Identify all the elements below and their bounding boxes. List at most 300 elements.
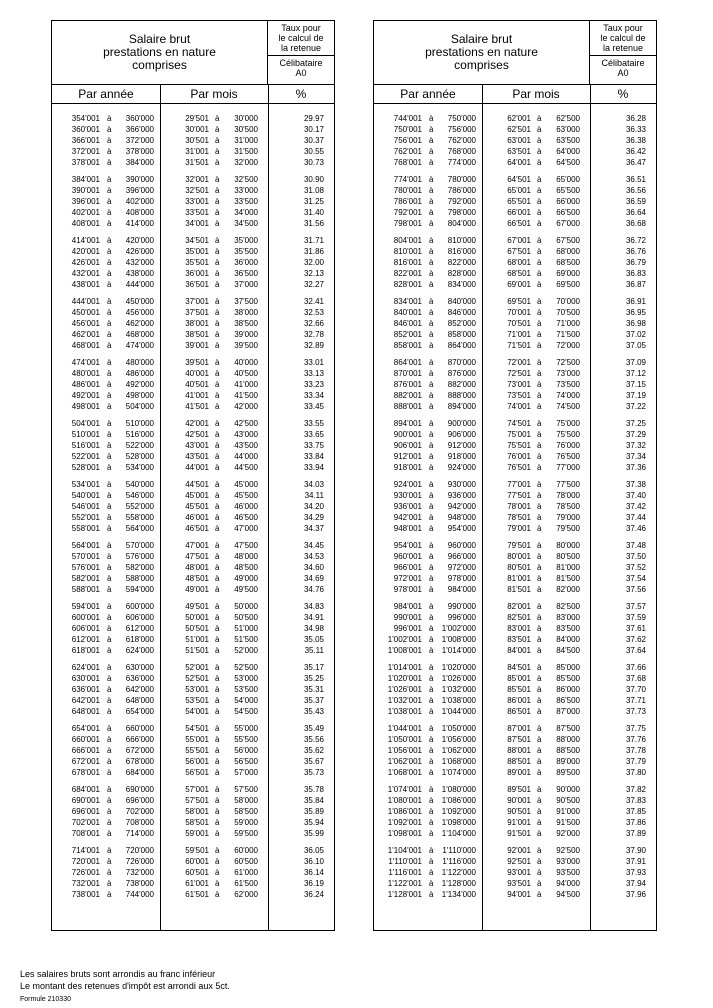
year-from: 390'001 <box>71 186 100 195</box>
table-row <box>52 207 334 218</box>
month-to: 47'500 <box>234 541 258 550</box>
tax-rate: 30.37 <box>303 136 324 145</box>
tax-rate: 34.45 <box>303 541 324 550</box>
tax-rate: 37.66 <box>625 663 646 672</box>
month-to: 33'000 <box>234 186 258 195</box>
year-to: 420'000 <box>125 236 154 245</box>
month-from: 62'001 <box>507 114 531 123</box>
row-group <box>374 235 656 290</box>
table-row <box>374 584 656 595</box>
range-separator: à <box>107 236 112 245</box>
range-separator: à <box>215 430 220 439</box>
month-to: 49'000 <box>234 574 258 583</box>
rate-header <box>268 21 334 85</box>
month-to: 35'000 <box>234 236 258 245</box>
year-to: 918'000 <box>447 452 476 461</box>
range-separator: à <box>215 829 220 838</box>
tax-rate: 33.23 <box>303 380 324 389</box>
table-row <box>374 124 656 135</box>
range-separator: à <box>429 585 434 594</box>
year-from: 372'001 <box>71 147 100 156</box>
range-separator: à <box>107 868 112 877</box>
table-row <box>374 340 656 351</box>
month-from: 77'501 <box>507 491 531 500</box>
month-to: 59'000 <box>234 818 258 827</box>
table-row <box>374 329 656 340</box>
range-separator: à <box>429 114 434 123</box>
month-from: 51'001 <box>185 635 209 644</box>
month-from: 87'501 <box>507 735 531 744</box>
month-from: 51'501 <box>185 646 209 655</box>
range-separator: à <box>429 358 434 367</box>
tax-rate: 36.68 <box>625 219 646 228</box>
salary-header <box>52 21 268 85</box>
tax-rate: 31.08 <box>303 186 324 195</box>
year-to: 780'000 <box>447 175 476 184</box>
year-from: 510'001 <box>71 430 100 439</box>
range-separator: à <box>537 768 542 777</box>
range-separator: à <box>215 890 220 899</box>
year-from: 840'001 <box>393 308 422 317</box>
range-separator: à <box>537 247 542 256</box>
tax-rate: 36.79 <box>625 258 646 267</box>
range-separator: à <box>215 380 220 389</box>
table-row <box>52 540 334 551</box>
row-group <box>374 601 656 656</box>
table-row <box>374 490 656 501</box>
range-separator: à <box>537 280 542 289</box>
range-separator: à <box>107 491 112 500</box>
range-separator: à <box>107 419 112 428</box>
range-separator: à <box>215 280 220 289</box>
year-to: 804'000 <box>447 219 476 228</box>
range-separator: à <box>429 879 434 888</box>
table-row <box>374 401 656 412</box>
range-separator: à <box>107 463 112 472</box>
year-from: 744'001 <box>393 114 422 123</box>
year-to: 630'000 <box>125 663 154 672</box>
year-from: 918'001 <box>393 463 422 472</box>
year-to: 996'000 <box>447 613 476 622</box>
year-to: 1'014'000 <box>441 646 476 655</box>
tax-rate: 37.50 <box>625 552 646 561</box>
month-to: 69'500 <box>556 280 580 289</box>
month-to: 76'000 <box>556 441 580 450</box>
tax-rate: 36.24 <box>303 890 324 899</box>
year-from: 360'001 <box>71 125 100 134</box>
range-separator: à <box>107 624 112 633</box>
year-from: 912'001 <box>393 452 422 461</box>
range-separator: à <box>429 341 434 350</box>
year-to: 414'000 <box>125 219 154 228</box>
year-from: 684'001 <box>71 785 100 794</box>
table-row <box>374 174 656 185</box>
year-to: 690'000 <box>125 785 154 794</box>
year-from: 588'001 <box>71 585 100 594</box>
range-separator: à <box>537 574 542 583</box>
month-from: 65'001 <box>507 186 531 195</box>
year-from: 732'001 <box>71 879 100 888</box>
range-separator: à <box>215 541 220 550</box>
year-to: 600'000 <box>125 602 154 611</box>
tax-rate: 37.82 <box>625 785 646 794</box>
year-from: 780'001 <box>393 186 422 195</box>
tax-rate: 35.89 <box>303 807 324 816</box>
year-from: 696'001 <box>71 807 100 816</box>
year-from: 870'001 <box>393 369 422 378</box>
year-to: 432'000 <box>125 258 154 267</box>
range-separator: à <box>429 380 434 389</box>
tax-rate: 34.03 <box>303 480 324 489</box>
range-separator: à <box>429 402 434 411</box>
month-to: 40'000 <box>234 358 258 367</box>
table-row <box>374 684 656 695</box>
month-from: 53'501 <box>185 696 209 705</box>
table-row <box>52 601 334 612</box>
year-to: 456'000 <box>125 308 154 317</box>
table-row <box>52 196 334 207</box>
tax-rate: 37.62 <box>625 635 646 644</box>
month-to: 68'000 <box>556 247 580 256</box>
range-separator: à <box>107 785 112 794</box>
year-from: 972'001 <box>393 574 422 583</box>
month-from: 34'501 <box>185 236 209 245</box>
range-separator: à <box>537 258 542 267</box>
range-separator: à <box>429 613 434 622</box>
year-to: 516'000 <box>125 430 154 439</box>
month-from: 79'501 <box>507 541 531 550</box>
year-to: 540'000 <box>125 480 154 489</box>
month-to: 36'500 <box>234 269 258 278</box>
range-separator: à <box>215 463 220 472</box>
status-line: Célibataire <box>279 58 323 68</box>
year-to: 1'038'000 <box>441 696 476 705</box>
table-row <box>52 734 334 745</box>
table-row <box>52 451 334 462</box>
range-separator: à <box>537 480 542 489</box>
year-from: 672'001 <box>71 757 100 766</box>
range-separator: à <box>215 552 220 561</box>
table-row <box>374 767 656 778</box>
tax-rate: 37.64 <box>625 646 646 655</box>
range-separator: à <box>537 746 542 755</box>
rate-header-line: Taux pour <box>603 23 643 33</box>
table-row <box>52 806 334 817</box>
range-separator: à <box>537 175 542 184</box>
month-to: 94'500 <box>556 890 580 899</box>
tax-rate: 33.75 <box>303 441 324 450</box>
month-from: 81'501 <box>507 585 531 594</box>
range-separator: à <box>537 236 542 245</box>
tax-rate: 37.86 <box>625 818 646 827</box>
tax-rate: 35.49 <box>303 724 324 733</box>
month-to: 72'000 <box>556 341 580 350</box>
range-separator: à <box>107 208 112 217</box>
rows-right <box>374 113 656 906</box>
tax-rate: 36.10 <box>303 857 324 866</box>
year-to: 1'116'000 <box>442 857 476 866</box>
table-row <box>374 479 656 490</box>
row-group <box>52 601 334 656</box>
month-from: 91'001 <box>507 818 531 827</box>
range-separator: à <box>429 369 434 378</box>
range-separator: à <box>107 685 112 694</box>
table-row <box>52 756 334 767</box>
year-to: 678'000 <box>125 757 154 766</box>
range-separator: à <box>107 613 112 622</box>
row-group <box>52 540 334 595</box>
month-to: 34'000 <box>234 208 258 217</box>
row-group <box>52 113 334 168</box>
year-from: 498'001 <box>71 402 100 411</box>
tax-rate: 37.15 <box>625 380 646 389</box>
tax-rate: 37.19 <box>625 391 646 400</box>
year-from: 984'001 <box>393 602 422 611</box>
year-from: 978'001 <box>393 585 422 594</box>
year-to: 438'000 <box>125 269 154 278</box>
year-to: 948'000 <box>447 513 476 522</box>
range-separator: à <box>215 419 220 428</box>
year-to: 1'122'000 <box>441 868 476 877</box>
year-from: 1'110'001 <box>388 857 422 866</box>
year-to: 984'000 <box>447 585 476 594</box>
range-separator: à <box>215 136 220 145</box>
tax-rate: 34.91 <box>303 613 324 622</box>
tax-rate: 34.98 <box>303 624 324 633</box>
tax-rate: 32.89 <box>303 341 324 350</box>
table-row <box>52 235 334 246</box>
table-row <box>374 612 656 623</box>
year-from: 702'001 <box>71 818 100 827</box>
tax-rate: 37.42 <box>625 502 646 511</box>
year-from: 1'050'001 <box>387 735 422 744</box>
month-from: 75'001 <box>507 430 531 439</box>
month-to: 93'500 <box>556 868 580 877</box>
tax-rate: 37.73 <box>625 707 646 716</box>
table-row <box>52 662 334 673</box>
table-row <box>374 501 656 512</box>
range-separator: à <box>215 707 220 716</box>
tax-rate: 34.11 <box>304 491 324 500</box>
month-to: 70'000 <box>556 297 580 306</box>
month-from: 83'001 <box>507 624 531 633</box>
month-to: 52'500 <box>234 663 258 672</box>
month-from: 33'501 <box>185 208 209 217</box>
tax-rate: 35.43 <box>303 707 324 716</box>
table-row <box>52 723 334 734</box>
tax-table-right <box>373 20 657 931</box>
tax-rate: 37.52 <box>625 563 646 572</box>
range-separator: à <box>215 247 220 256</box>
year-to: 786'000 <box>447 186 476 195</box>
month-to: 66'500 <box>556 208 580 217</box>
table-row <box>374 451 656 462</box>
year-from: 630'001 <box>71 674 100 683</box>
year-to: 1'086'000 <box>441 796 476 805</box>
year-from: 1'068'001 <box>387 768 422 777</box>
month-to: 52'000 <box>234 646 258 655</box>
year-to: 1'056'000 <box>441 735 476 744</box>
year-to: 672'000 <box>125 746 154 755</box>
month-to: 83'500 <box>556 624 580 633</box>
year-to: 546'000 <box>125 491 154 500</box>
month-from: 76'501 <box>507 463 531 472</box>
year-from: 774'001 <box>393 175 422 184</box>
year-from: 798'001 <box>393 219 422 228</box>
range-separator: à <box>537 186 542 195</box>
month-from: 52'501 <box>185 674 209 683</box>
month-to: 57'000 <box>234 768 258 777</box>
row-group <box>52 479 334 534</box>
month-to: 77'500 <box>556 480 580 489</box>
table-row <box>52 246 334 257</box>
table-row <box>52 379 334 390</box>
year-from: 1'116'001 <box>388 868 422 877</box>
tax-rate: 34.60 <box>303 563 324 572</box>
range-separator: à <box>215 186 220 195</box>
month-from: 86'001 <box>507 696 531 705</box>
range-separator: à <box>215 585 220 594</box>
month-to: 83'000 <box>556 613 580 622</box>
month-to: 73'500 <box>556 380 580 389</box>
range-separator: à <box>107 219 112 228</box>
range-separator: à <box>215 807 220 816</box>
year-to: 1'128'000 <box>441 879 476 888</box>
month-to: 56'000 <box>234 746 258 755</box>
month-from: 72'001 <box>507 358 531 367</box>
tax-rate: 37.61 <box>625 624 646 633</box>
year-to: 708'000 <box>125 818 154 827</box>
range-separator: à <box>429 430 434 439</box>
month-to: 90'000 <box>556 785 580 794</box>
range-separator: à <box>429 563 434 572</box>
tax-rate: 37.29 <box>625 430 646 439</box>
month-from: 67'501 <box>507 247 531 256</box>
range-separator: à <box>429 829 434 838</box>
range-separator: à <box>215 269 220 278</box>
row-group <box>374 113 656 168</box>
year-from: 900'001 <box>393 430 422 439</box>
month-from: 32'001 <box>185 175 209 184</box>
range-separator: à <box>429 175 434 184</box>
range-separator: à <box>215 369 220 378</box>
range-separator: à <box>429 524 434 533</box>
month-from: 48'501 <box>185 574 209 583</box>
table-row <box>374 795 656 806</box>
range-separator: à <box>107 480 112 489</box>
tax-rate: 33.65 <box>303 430 324 439</box>
range-separator: à <box>429 602 434 611</box>
month-from: 85'501 <box>507 685 531 694</box>
range-separator: à <box>215 696 220 705</box>
year-from: 786'001 <box>393 197 422 206</box>
table-row <box>52 490 334 501</box>
year-from: 594'001 <box>71 602 100 611</box>
month-to: 40'500 <box>234 369 258 378</box>
year-to: 1'080'000 <box>441 785 476 794</box>
range-separator: à <box>429 796 434 805</box>
year-to: 594'000 <box>125 585 154 594</box>
range-separator: à <box>429 197 434 206</box>
month-to: 61'000 <box>234 868 258 877</box>
tax-rate: 32.53 <box>303 308 324 317</box>
month-from: 60'001 <box>185 857 209 866</box>
month-to: 81'500 <box>556 574 580 583</box>
year-from: 432'001 <box>71 269 100 278</box>
month-to: 92'000 <box>556 829 580 838</box>
range-separator: à <box>537 807 542 816</box>
tax-rate: 32.66 <box>303 319 324 328</box>
table-row <box>374 512 656 523</box>
tax-rate: 36.72 <box>625 236 646 245</box>
table-row <box>52 401 334 412</box>
table-row <box>374 673 656 684</box>
range-separator: à <box>537 868 542 877</box>
range-separator: à <box>107 308 112 317</box>
rate-header-line: le calcul de <box>278 33 324 43</box>
month-to: 60'500 <box>234 857 258 866</box>
range-separator: à <box>215 574 220 583</box>
year-to: 864'000 <box>447 341 476 350</box>
range-separator: à <box>107 724 112 733</box>
tax-rate: 36.38 <box>625 136 646 145</box>
table-row <box>52 795 334 806</box>
row-group <box>374 784 656 839</box>
table-row <box>52 440 334 451</box>
range-separator: à <box>107 280 112 289</box>
year-from: 552'001 <box>71 513 100 522</box>
range-separator: à <box>107 663 112 672</box>
table-row <box>374 268 656 279</box>
tax-rate: 35.25 <box>303 674 324 683</box>
year-to: 744'000 <box>125 890 154 899</box>
range-separator: à <box>429 807 434 816</box>
year-to: 846'000 <box>447 308 476 317</box>
year-to: 942'000 <box>447 502 476 511</box>
range-separator: à <box>429 890 434 899</box>
table-row <box>374 645 656 656</box>
month-from: 83'501 <box>507 635 531 644</box>
range-separator: à <box>537 197 542 206</box>
year-from: 948'001 <box>393 524 422 533</box>
year-to: 900'000 <box>447 419 476 428</box>
year-from: 1'086'001 <box>387 807 422 816</box>
month-from: 90'001 <box>507 796 531 805</box>
table-row <box>52 767 334 778</box>
range-separator: à <box>215 502 220 511</box>
tax-rate: 37.68 <box>625 674 646 683</box>
month-from: 31'501 <box>185 158 209 167</box>
year-from: 768'001 <box>393 158 422 167</box>
month-from: 49'501 <box>185 602 209 611</box>
month-from: 69'001 <box>507 280 531 289</box>
range-separator: à <box>107 319 112 328</box>
year-from: 762'001 <box>393 147 422 156</box>
month-from: 71'001 <box>507 330 531 339</box>
table-row <box>374 540 656 551</box>
year-to: 768'000 <box>447 147 476 156</box>
month-to: 85'000 <box>556 663 580 672</box>
month-to: 41'500 <box>234 391 258 400</box>
month-from: 93'501 <box>507 879 531 888</box>
range-separator: à <box>107 297 112 306</box>
month-to: 76'500 <box>556 452 580 461</box>
range-separator: à <box>537 613 542 622</box>
month-from: 43'501 <box>185 452 209 461</box>
month-from: 36'001 <box>185 269 209 278</box>
tax-rate: 33.55 <box>303 419 324 428</box>
range-separator: à <box>107 674 112 683</box>
